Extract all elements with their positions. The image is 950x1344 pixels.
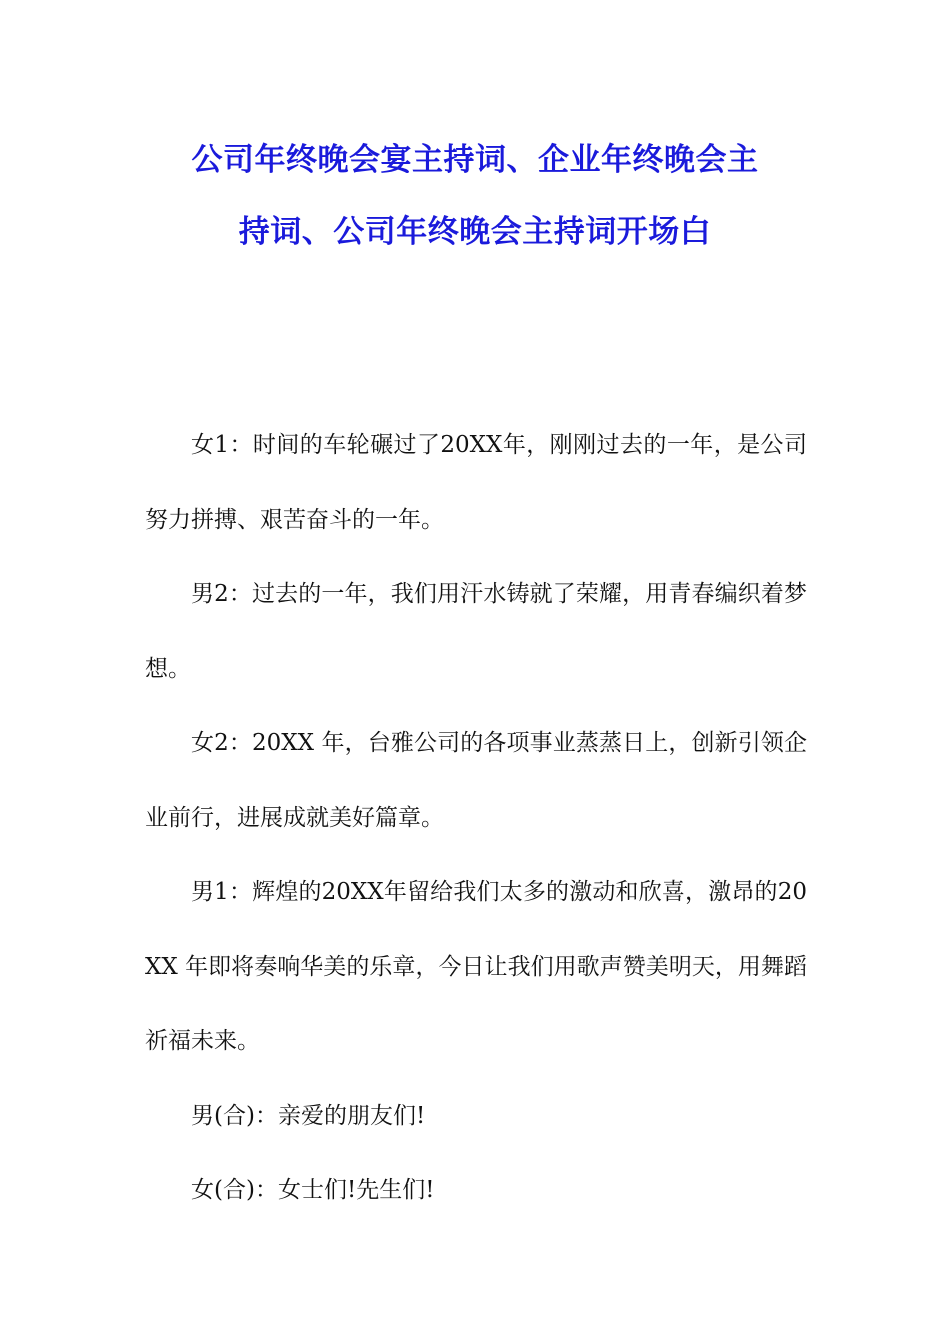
title-line-2: 持词、公司年终晚会主持词开场白 [238,214,712,250]
paragraph: 男(合)：亲爱的朋友们! [191,1102,426,1129]
document-title [130,124,820,268]
paragraph: 女2：20XX 年，台雅公司的各项事业蒸蒸日上，创新引领企业前行，进展成就美好篇章。 [145,730,807,831]
title-line-1: 公司年终晚会宴主持词、企业年终晚会主 [191,142,759,178]
paragraph: 女1：时间的车轮碾过了20XX年，刚刚过去的一年，是公司努力拼搏、艰苦奋斗的一年。 [145,432,807,533]
document-body [145,408,807,1228]
paragraph: 男2：过去的一年，我们用汗水铸就了荣耀，用青春编织着梦想。 [145,581,807,682]
paragraph: 女(合)：女士们!先生们! [191,1177,435,1203]
paragraph: 男1：辉煌的20XX年留给我们太多的激动和欣喜，激昂的20XX 年即将奏响华美的乐章，今日让我们用歌声赞美明天，用舞蹈祈福未来。 [145,879,807,1054]
